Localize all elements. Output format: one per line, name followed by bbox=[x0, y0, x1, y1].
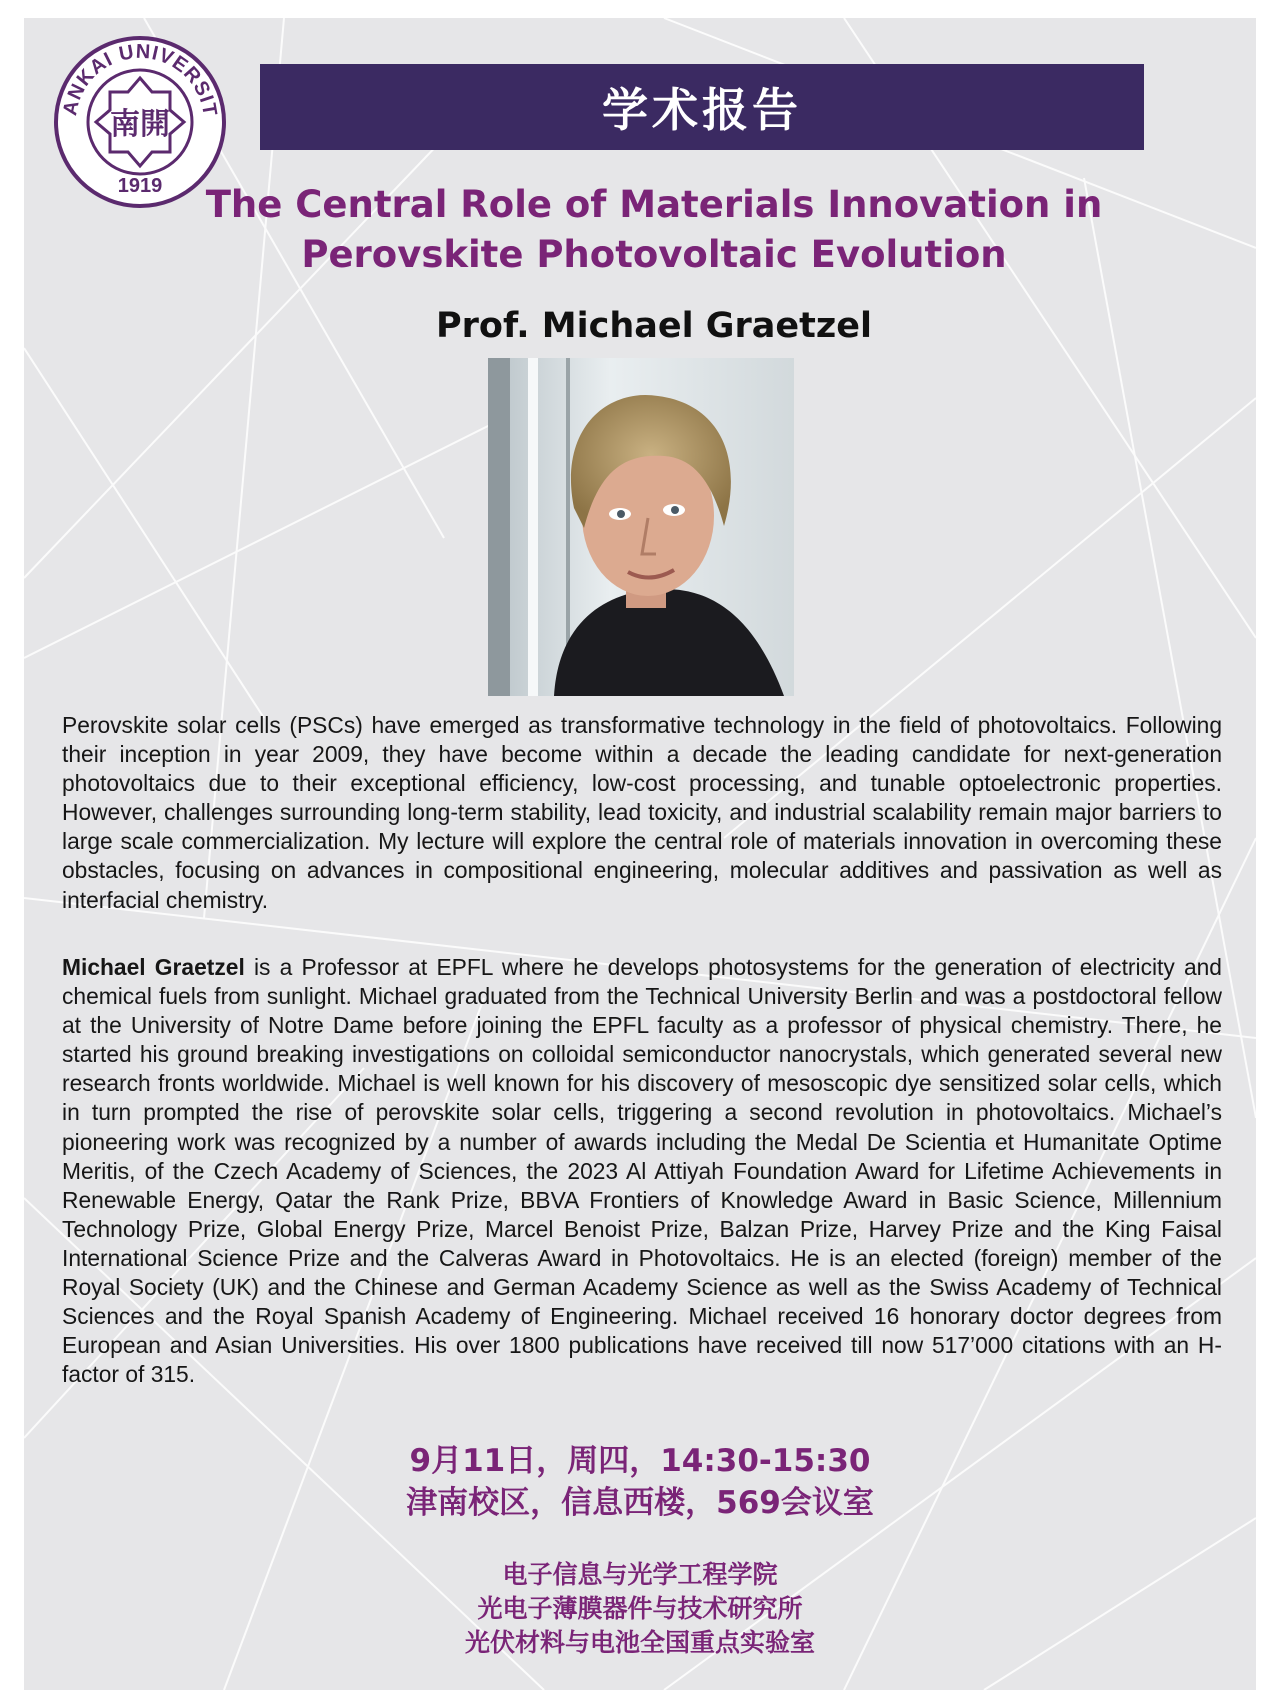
event-datetime: 9月11日，周四，14:30-15:30 bbox=[409, 1443, 871, 1479]
banner-label: 学术报告 bbox=[602, 83, 802, 137]
organizer-line: 光伏材料与电池全国重点实验室 bbox=[464, 1628, 815, 1657]
logo-year: 1919 bbox=[117, 175, 163, 197]
bio-text: is a Professor at EPFL where he develops photosystems for the generation of electricity and chemical fuels from sunlight. Michael graduated from the Technical University Berlin and was a postdoctoral fellow at the University of Notre Dame before joining the EPFL faculty as a professor of physical chemistry. There, he started his ground breaking investigations on colloidal semiconductor nanocrystals, which generated several new research fronts worldwide. Michael is well known for his discovery of mesoscopic dye sensitized solar cells, which in turn prompted the rise of perovskite solar cells, triggering a second revolution in photovoltaics. Michael’s pioneering work was recognized by a number of awards including the Medal De Scientia et Humanitate Optime Meritis, of the Czech Academy of Sciences, the 2023 Al Attiyah Foundation Award for Lifetime Achievements in Renewable Energy, Qatar the Rank Prize, BBVA Frontiers of Knowledge Award in Basic Science, Millennium Technology Prize, Global Energy Prize, Marcel Benoist Prize, Balzan Prize, Harvey Prize and the King Faisal International Science Prize and the Calveras Award in Photovoltaics. He is an elected (foreign) member of the Royal Society (UK) and the Chinese and German Academy Science as well as the Swiss Academy of Technical Sciences and the Royal Spanish Academy of Engineering. Michael received 16 honorary doctor degrees from European and Asian Universities. His over 1800 publications have received till now 517’000 citations with an H-factor of 315. bbox=[62, 954, 1222, 1388]
logo-university-name: ANKAI UNIVERSIT bbox=[59, 40, 221, 119]
event-venue: 津南校区，信息西楼，569会议室 bbox=[406, 1485, 874, 1521]
bio-paragraph bbox=[62, 953, 1222, 1389]
bio-name: Michael Graetzel bbox=[62, 954, 245, 980]
poster bbox=[24, 18, 1256, 1690]
organizer-line: 电子信息与光学工程学院 bbox=[502, 1560, 778, 1589]
speaker-portrait-photo bbox=[488, 358, 794, 696]
logo-emblem-chars: 南開 bbox=[110, 107, 170, 142]
lecture-banner bbox=[260, 64, 1144, 150]
talk-title bbox=[124, 180, 1184, 280]
talk-title-line1: The Central Role of Materials Innovation in bbox=[205, 183, 1103, 226]
speaker-name: Prof. Michael Graetzel bbox=[436, 306, 872, 346]
talk-title-line2: Perovskite Photovoltaic Evolution bbox=[301, 233, 1007, 276]
abstract-paragraph: Perovskite solar cells (PSCs) have emerged as transformative technology in the field of photovoltaics. Following their inception in year 2009, they have become within a decade the leading candidate for next-generation photovoltaics due to their exceptional efficiency, low-cost processing, and tunable optoelectronic properties. However, challenges surrounding long-term stability, lead toxicity, and industrial scalability remain major barriers to large scale commercialization. My lecture will explore the central role of materials innovation in overcoming these obstacles, focusing on advances in compositional engineering, molecular additives and passivation as well as interfacial chemistry. bbox=[62, 712, 1222, 913]
organizer-line: 光电子薄膜器件与技术研究所 bbox=[477, 1594, 803, 1623]
